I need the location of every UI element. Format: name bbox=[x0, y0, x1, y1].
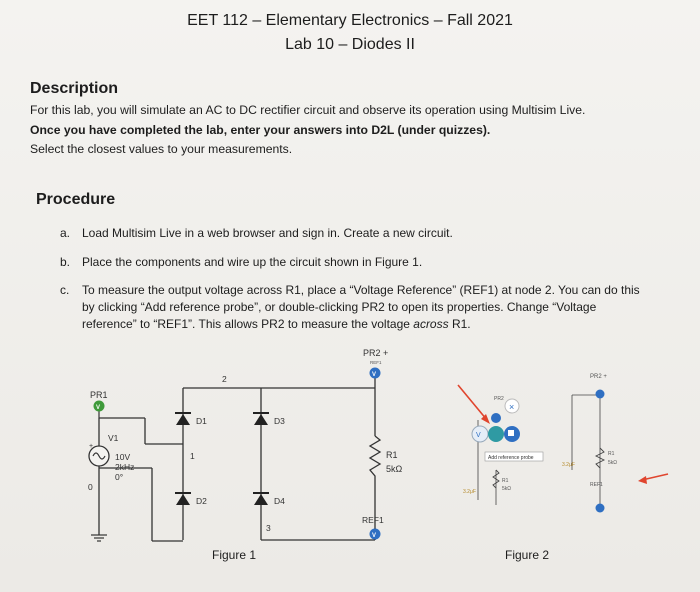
description-line-1: For this lab, you will simulate an AC to DC rectifier circuit and observe its operation using Multisim Live. bbox=[30, 103, 586, 117]
item-letter: c. bbox=[60, 283, 70, 297]
label-d1: D1 bbox=[196, 416, 207, 426]
label-pr2-sub: REF1 bbox=[370, 360, 382, 365]
diode-d1 bbox=[175, 413, 191, 425]
label-fig2-r1-small: R1 bbox=[502, 478, 509, 484]
item-text-tail: R1. bbox=[448, 317, 471, 331]
figure-2-screenshot bbox=[440, 350, 690, 540]
label-fig2-pr2-right: PR2 + bbox=[590, 374, 607, 380]
arrow-head-2 bbox=[638, 476, 647, 484]
item-text: Load Multisim Live in a web browser and sign in. Create a new circuit. bbox=[82, 226, 453, 240]
item-letter: a. bbox=[60, 226, 71, 240]
document-subtitle: Lab 10 – Diodes II bbox=[285, 36, 415, 53]
svg-text:+: + bbox=[89, 443, 94, 450]
ac-source-v1 bbox=[89, 443, 109, 466]
label-node-2: 2 bbox=[222, 374, 227, 384]
probe-context-popup bbox=[472, 399, 520, 442]
description-heading: Description bbox=[30, 80, 119, 97]
label-fig2-ref1: REF1 bbox=[590, 482, 603, 488]
label-node-1: 1 bbox=[190, 451, 195, 461]
diode-d4 bbox=[253, 493, 269, 505]
item-text bbox=[82, 282, 642, 333]
procedure-item-c bbox=[60, 282, 660, 342]
probe-pr2 bbox=[370, 368, 381, 379]
close-icon[interactable]: × bbox=[509, 402, 515, 412]
label-d2: D2 bbox=[196, 496, 207, 506]
fig2-probe-ref1 bbox=[596, 504, 605, 513]
label-r1-value: 5kΩ bbox=[386, 464, 403, 474]
label-d3: D3 bbox=[274, 416, 285, 426]
add-reference-probe-label: Add reference probe bbox=[488, 455, 534, 461]
label-fig2-cap-right: 3.2μF bbox=[562, 462, 575, 468]
label-v1-phase: 0° bbox=[115, 472, 124, 482]
svg-text:V: V bbox=[372, 533, 377, 539]
voltage-icon[interactable]: V bbox=[476, 432, 481, 439]
label-ref1: REF1 bbox=[362, 515, 384, 525]
item-text: Place the components and wire up the circuit shown in Figure 1. bbox=[82, 255, 423, 269]
probe-ref1 bbox=[370, 528, 381, 540]
ground-icon bbox=[91, 535, 107, 541]
svg-text:V: V bbox=[96, 405, 101, 411]
procedure-item-a bbox=[60, 225, 660, 243]
probe-pr1 bbox=[94, 401, 105, 419]
label-v1-freq: 2kHz bbox=[115, 462, 135, 472]
label-r1: R1 bbox=[386, 450, 398, 460]
description-line-3: Select the closest values to your measurements. bbox=[30, 142, 293, 156]
document-title: EET 112 – Elementary Electronics – Fall 2021 bbox=[187, 12, 513, 29]
description-line-2: Once you have completed the lab, enter your answers into D2L (under quizzes). bbox=[30, 123, 491, 137]
item-letter: b. bbox=[60, 255, 71, 269]
label-fig2-r1-val-small: 5kΩ bbox=[502, 486, 512, 492]
label-d4: D4 bbox=[274, 496, 285, 506]
figure-2-caption: Figure 2 bbox=[505, 548, 550, 562]
label-pr1: PR1 bbox=[90, 390, 108, 400]
diode-d3 bbox=[253, 413, 269, 425]
label-node-0: 0 bbox=[88, 482, 93, 492]
label-fig2-cap-small: 3.2μF bbox=[463, 489, 476, 495]
figure-1-schematic bbox=[0, 340, 440, 570]
figure-1-caption: Figure 1 bbox=[212, 548, 257, 562]
procedure-item-b bbox=[60, 254, 660, 272]
label-fig2-r1-right: R1 bbox=[608, 451, 615, 457]
label-fig2-r1-val-right: 5kΩ bbox=[608, 460, 618, 466]
fig2-probe-pr2 bbox=[596, 390, 605, 399]
gear-icon[interactable] bbox=[508, 430, 514, 436]
figure-1-wires bbox=[99, 378, 375, 541]
svg-text:V: V bbox=[372, 372, 377, 378]
label-node-3: 3 bbox=[266, 523, 271, 533]
item-text-main: To measure the output voltage across R1, place a “Voltage Reference” (REF1) at node 2. You can do this by clicking “Add reference probe”, or double-clicking PR2 to open its properties. Change “Voltage reference” to “REF1”. This allows PR2 to measure the voltage bbox=[82, 283, 640, 331]
label-v1: V1 bbox=[108, 433, 119, 443]
resistor-r1 bbox=[370, 436, 380, 480]
arrow-to-probe bbox=[458, 385, 487, 420]
diode-d2 bbox=[175, 493, 191, 505]
item-text-emphasis: across bbox=[413, 317, 449, 331]
label-pr2: PR2 + bbox=[363, 348, 389, 358]
label-fig2-pr2: PR2 bbox=[494, 396, 504, 402]
procedure-heading: Procedure bbox=[36, 191, 116, 208]
label-v1-amp: 10V bbox=[115, 452, 131, 462]
